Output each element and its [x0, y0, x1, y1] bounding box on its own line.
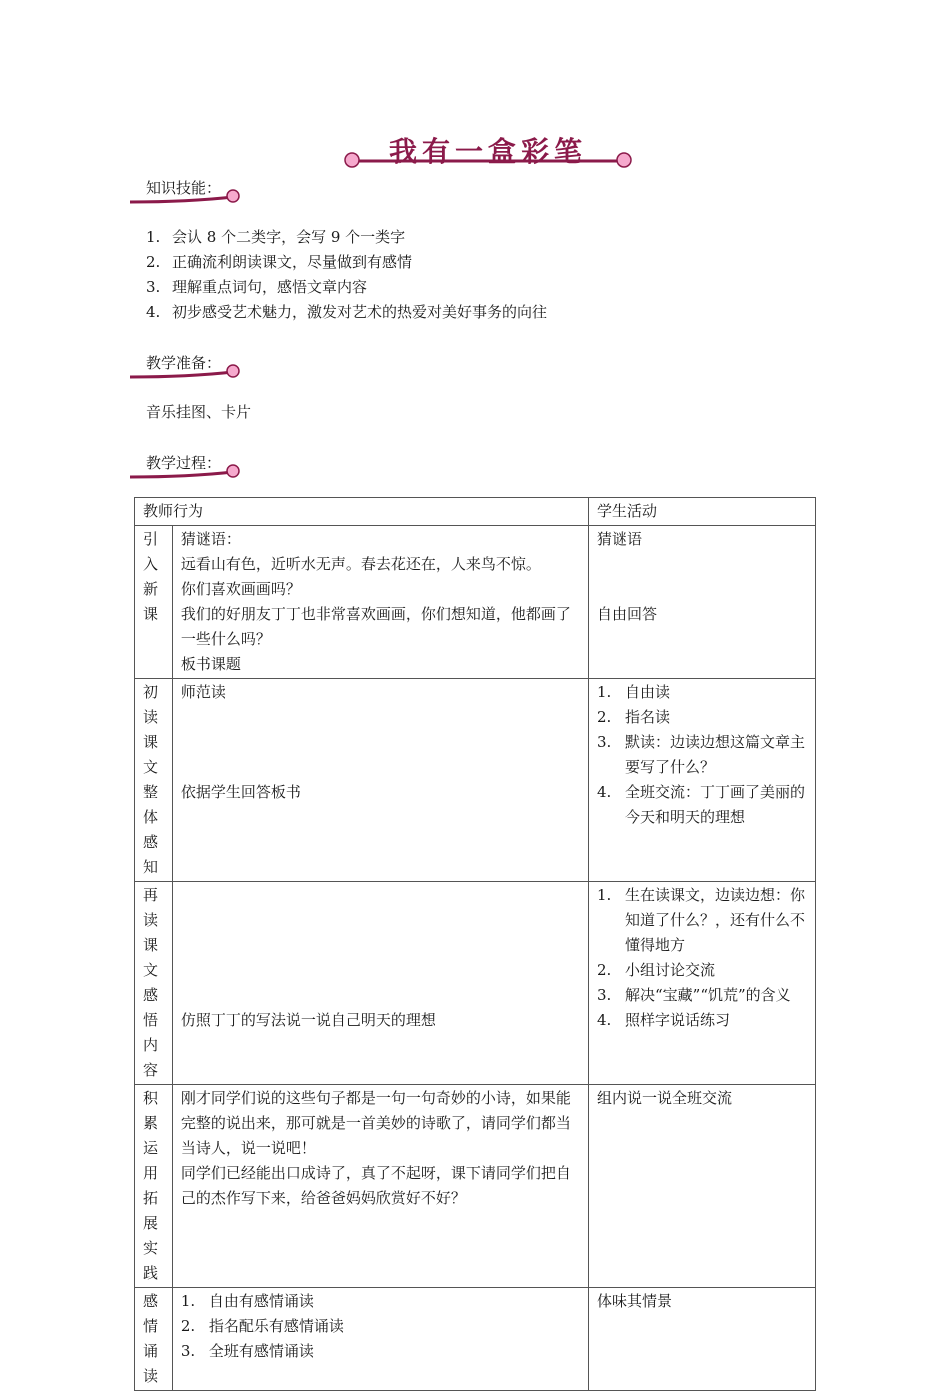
prep-text: 音乐挂图、卡片	[146, 403, 252, 421]
table-row	[135, 679, 816, 882]
section-decoration-skills	[128, 186, 243, 206]
stage-text: 新	[143, 580, 159, 598]
stage-text: 课	[143, 605, 159, 623]
teacher-list	[181, 1289, 580, 1364]
list-item	[597, 883, 807, 958]
item-number: 3.	[597, 986, 612, 1004]
item-number: 1.	[180, 1292, 196, 1310]
item-number: 3.	[180, 1342, 196, 1360]
stage-text: 感情	[143, 1292, 159, 1335]
table-row	[135, 882, 816, 1085]
stage-text: 引	[143, 530, 159, 548]
page-title: 我有一盒彩笔	[388, 135, 587, 168]
table-header-row	[135, 498, 816, 526]
stage-text: 拓展	[143, 1189, 159, 1232]
objectives-list	[146, 225, 547, 325]
objective-item	[146, 250, 547, 275]
stage-text: 入	[143, 555, 159, 573]
item-number: 4.	[597, 783, 612, 801]
stage-text: 积累	[143, 1089, 159, 1132]
list-item	[597, 958, 807, 983]
section-heading-prep: 教学准备：	[146, 354, 222, 372]
objective-text: 理解重点词句，感悟文章内容	[172, 278, 368, 296]
objective-item	[146, 275, 547, 300]
stage-text: 内容	[143, 1036, 159, 1079]
list-item	[181, 1314, 580, 1339]
list-item	[597, 1008, 807, 1033]
item-text: 自由有感情诵读	[208, 1292, 314, 1310]
student-cell	[589, 882, 816, 1085]
list-item	[181, 1289, 580, 1314]
teacher-text: 板书课题	[180, 655, 241, 673]
header-student: 学生活动	[589, 498, 816, 526]
student-cell	[589, 526, 816, 679]
item-text: 全班有感情诵读	[208, 1342, 314, 1360]
stage-cell	[135, 1288, 173, 1391]
teacher-text: 依据学生回答板书	[180, 783, 301, 801]
teacher-text: 师范读	[180, 683, 226, 701]
stage-text: 再读	[143, 886, 159, 929]
table-row	[135, 1288, 816, 1391]
student-text: 猜谜语	[597, 530, 643, 548]
teacher-text: 我们的好朋友丁丁也非常喜欢画画，你们想知道，他都画了一些什么吗？	[180, 605, 571, 648]
objective-number: 4.	[146, 303, 161, 321]
section-decoration-prep	[128, 361, 243, 381]
student-list	[597, 680, 807, 830]
list-item	[181, 1339, 580, 1364]
section-decoration-process	[128, 461, 243, 481]
item-number: 1.	[597, 886, 612, 904]
objective-item	[146, 225, 547, 250]
teacher-cell	[172, 1085, 588, 1288]
teacher-text: 你们喜欢画画吗？	[180, 580, 301, 598]
item-number: 2.	[597, 961, 612, 979]
student-text: 组内说一说全班交流	[597, 1089, 733, 1107]
teacher-cell	[172, 679, 588, 882]
item-number: 4.	[597, 1011, 612, 1029]
stage-text: 课文	[143, 733, 159, 776]
student-text: 体味其情景	[597, 1292, 673, 1310]
student-cell	[589, 679, 816, 882]
item-number: 2.	[180, 1317, 196, 1335]
section-heading-process: 教学过程：	[146, 454, 222, 472]
item-text: 生在读课文，边读边想：你知道了什么？，还有什么不懂得地方	[625, 886, 806, 954]
list-item	[597, 705, 807, 730]
stage-cell	[135, 882, 173, 1085]
teacher-text: 远看山有色，近听水无声。春去花还在，人来鸟不惊。	[180, 555, 541, 573]
stage-text: 实践	[143, 1239, 159, 1282]
student-cell	[589, 1288, 816, 1391]
list-item	[597, 983, 807, 1008]
item-text: 指名配乐有感情诵读	[208, 1317, 344, 1335]
section-heading-skills: 知识技能：	[146, 179, 222, 197]
item-text: 解决“宝藏”“饥荒”的含义	[625, 986, 791, 1004]
item-text: 小组讨论交流	[625, 961, 716, 979]
stage-text: 整体	[143, 783, 159, 826]
header-teacher: 教师行为	[135, 498, 589, 526]
stage-cell	[135, 679, 173, 882]
stage-text: 初读	[143, 683, 159, 726]
item-text: 自由读	[625, 683, 671, 701]
objective-number: 1.	[146, 228, 161, 246]
objective-item	[146, 300, 547, 325]
teacher-cell	[172, 882, 588, 1085]
teacher-text: 猜谜语：	[180, 530, 241, 548]
teacher-text: 仿照丁丁的写法说一说自己明天的理想	[180, 1011, 436, 1029]
student-list	[597, 883, 807, 1033]
item-number: 1.	[597, 683, 612, 701]
stage-text: 感知	[143, 833, 159, 876]
process-table	[134, 497, 816, 1391]
stage-cell	[135, 526, 173, 679]
stage-text: 诵读	[143, 1342, 159, 1385]
stage-text: 运用	[143, 1139, 159, 1182]
teacher-text: 同学们已经能出口成诗了，真了不起呀，课下请同学们把自己的杰作写下来，给爸爸妈妈欣赏好不好？	[180, 1164, 571, 1207]
objective-number: 3.	[146, 278, 161, 296]
stage-text: 课文	[143, 936, 159, 979]
teacher-cell	[172, 1288, 588, 1391]
objective-number: 2.	[146, 253, 161, 271]
list-item	[597, 780, 807, 830]
student-text: 自由回答	[597, 605, 658, 623]
item-text: 指名读	[625, 708, 671, 726]
teacher-cell	[172, 526, 588, 679]
page-title-block	[338, 128, 638, 172]
objective-text: 会认 8 个二类字，会写 9 个一类字	[172, 228, 406, 246]
objective-text: 初步感受艺术魅力，激发对艺术的热爱对美好事务的向往	[172, 303, 548, 321]
stage-text: 感悟	[143, 986, 159, 1029]
table-row	[135, 526, 816, 679]
list-item	[597, 730, 807, 780]
teacher-text: 刚才同学们说的这些句子都是一句一句奇妙的小诗，如果能完整的说出来，那可就是一首美妙的诗歌了，请同学们都当当诗人，说一说吧！	[180, 1089, 571, 1157]
item-number: 3.	[597, 733, 612, 751]
objective-text: 正确流利朗读课文，尽量做到有感情	[172, 253, 413, 271]
stage-cell	[135, 1085, 173, 1288]
item-text: 照样字说话练习	[625, 1011, 731, 1029]
list-item	[597, 680, 807, 705]
table-row	[135, 1085, 816, 1288]
item-number: 2.	[597, 708, 612, 726]
student-cell	[589, 1085, 816, 1288]
item-text: 全班交流：丁丁画了美丽的今天和明天的理想	[625, 783, 806, 826]
item-text: 默读：边读边想这篇文章主要写了什么？	[625, 733, 806, 776]
